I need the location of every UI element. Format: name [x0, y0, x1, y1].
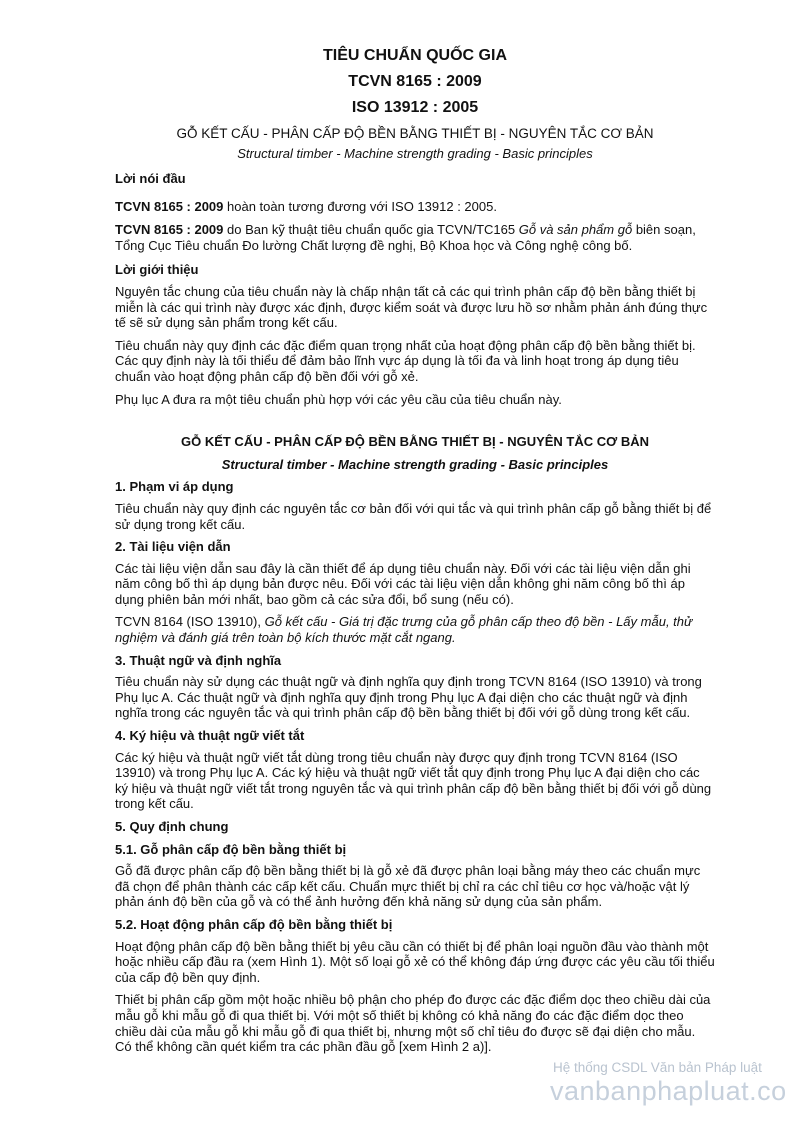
foreword-paragraph-1: TCVN 8165 : 2009 hoàn toàn tương đương với ISO 13912 : 2005.	[115, 198, 497, 214]
section-1-heading: 1. Phạm vi áp dụng	[115, 479, 234, 495]
standard-code-iso: ISO 13912 : 2005	[351, 99, 479, 116]
section-5-heading: 5. Quy định chung	[115, 819, 229, 834]
section-5-2-heading: 5.2. Hoạt động phân cấp độ bền bằng thiết bị	[115, 916, 393, 932]
document-title: TIÊU CHUẨN QUỐC GIA	[323, 47, 507, 64]
section-5-1-heading: 5.1. Gỗ phân cấp độ bền bằng thiết bị	[115, 841, 347, 857]
section-5-1-paragraph: Gỗ đã được phân cấp độ bền bằng thiết bị là gỗ xẻ đã được phân loại bằng máy theo các chuẩn mực đã chọn để phân thành các cấp kết cấu. Chuẩn mực thiết bị chỉ ra các chỉ tiêu cơ học và/hoặc vật lý phản ánh độ bền của gỗ và có thể ảnh hưởng đến khả năng sử dụng của sản phẩm.	[115, 863, 701, 910]
subject-vn: GỖ KẾT CẤU - PHÂN CẤP ĐỘ BỀN BẰNG THIẾT BỊ - NGUYÊN TẮC CƠ BẢN	[176, 126, 654, 141]
watermark-line-1: Hệ thống CSDL Văn bản Pháp luật	[553, 1060, 762, 1075]
document-page	[115, 0, 715, 1055]
body-title-vn: GỖ KẾT CẤU - PHÂN CẤP ĐỘ BỀN BẰNG THIẾT BỊ - NGUYÊN TẮC CƠ BẢN	[180, 434, 650, 450]
subject-en: Structural timber - Machine strength grading - Basic principles	[237, 146, 593, 161]
section-1-paragraph: Tiêu chuẩn này quy định các nguyên tắc cơ bản đối với qui tắc và qui trình phân cấp gỗ bằng thiết bị để sử dụng trong kết cấu.	[115, 500, 712, 532]
section-2-reference: TCVN 8164 (ISO 13910), Gỗ kết cấu - Giá trị đặc trưng của gỗ phân cấp theo độ bền - Lấy mẫu, thử nghiệm và đánh giá trên toàn bộ kích thước mặt cắt ngang.	[115, 614, 693, 646]
introduction-paragraph-1: Nguyên tắc chung của tiêu chuẩn này là chấp nhận tất cả các qui trình phân cấp độ bền bằng thiết bị miễn là các qui trình này được xác định, được kiểm soát và được lưu hồ sơ nhằm phản ánh đúng thực tế sẽ sử dụng sản phẩm trong kết cấu.	[115, 283, 708, 331]
section-5-2-paragraph-1: Hoạt động phân cấp độ bền bằng thiết bị yêu cầu cần có thiết bị để phân loại nguồn đầu vào thành một hoặc nhiều cấp đầu ra (xem Hình 1). Một số loại gỗ xẻ có thể không đáp ứng được các yêu cầu tối thiểu của cấp độ bền quy định.	[115, 938, 715, 985]
introduction-paragraph-3: Phụ lục A đưa ra một tiêu chuẩn phù hợp với các yêu cầu của tiêu chuẩn này.	[115, 391, 562, 407]
foreword-heading: Lời nói đầu	[115, 171, 186, 186]
section-5-2-paragraph-2: Thiết bị phân cấp gồm một hoặc nhiều bộ phận cho phép đo được các đặc điểm dọc theo chiều dài của mẫu gỗ khi mẫu gỗ đi qua thiết bị. Với một số thiết bị không có khả năng đo các đặc điểm dọc theo chiều dài của mẫu gỗ khi mẫu gỗ đi qua thiết bị, nhưng một số chỉ tiêu đo được sẽ đại diện cho mẫu. Có thể không cần quét kiểm tra các phần đầu gỗ [xem Hình 2 a)].	[115, 992, 711, 1055]
section-3-heading: 3. Thuật ngữ và định nghĩa	[115, 652, 282, 668]
foreword-paragraph-2: TCVN 8165 : 2009 do Ban kỹ thuật tiêu chuẩn quốc gia TCVN/TC165 Gỗ và sản phẩm gỗ biên soạn, Tổng Cục Tiêu chuẩn Đo lường Chất lượng đề nghị, Bộ Khoa học và Công nghệ công bố.	[115, 222, 696, 253]
section-2-heading: 2. Tài liệu viện dẫn	[115, 539, 231, 555]
introduction-heading: Lời giới thiệu	[115, 262, 199, 278]
introduction-paragraph-2: Tiêu chuẩn này quy định các đặc điểm quan trọng nhất của hoạt động phân cấp độ bền bằng thiết bị. Các quy định này là tối thiểu để đảm bảo lĩnh vực áp dụng là tối đa và linh hoạt trong áp dụng tiêu chuẩn vào hoạt động phân cấp độ bền đối với gỗ xẻ.	[115, 337, 696, 384]
section-4-heading: 4. Ký hiệu và thuật ngữ viết tắt	[115, 728, 305, 744]
watermark-line-2: vanbanphapluat.co	[550, 1076, 787, 1106]
section-3-paragraph: Tiêu chuẩn này sử dụng các thuật ngữ và định nghĩa quy định trong TCVN 8164 (ISO 13910) và trong Phụ lục A. Các thuật ngữ và định nghĩa quy định trong Phụ lục A đại diện cho các thuật ngữ và định nghĩa trong các nguyên tắc và qui trình phân cấp độ bền bằng thiết bị đối với gỗ dùng trong kết cấu.	[115, 674, 702, 721]
body-title-en: Structural timber - Machine strength grading - Basic principles	[221, 456, 609, 472]
section-4-paragraph: Các ký hiệu và thuật ngữ viết tắt dùng trong tiêu chuẩn này được quy định trong TCVN 8164 (ISO 13910) và trong Phụ lục A. Các ký hiệu và thuật ngữ viết tắt quy định trong Phụ lục A đại diện cho các ký hiệu và thuật ngữ viết tắt trong nguyên tắc và qui trình phân cấp độ bền bằng thiết bị đối với gỗ dùng trong kết cấu.	[115, 749, 712, 812]
standard-code-vn: TCVN 8165 : 2009	[348, 73, 482, 90]
section-2-paragraph: Các tài liệu viện dẫn sau đây là cần thiết để áp dụng tiêu chuẩn này. Đối với các tài liệu viện dẫn ghi năm công bố thì áp dụng bản được nêu. Đối với các tài liệu viện dẫn không ghi năm công bố thì áp dụng phiên bản mới nhất, bao gồm cả các sửa đổi, bổ sung (nếu có).	[115, 560, 691, 607]
